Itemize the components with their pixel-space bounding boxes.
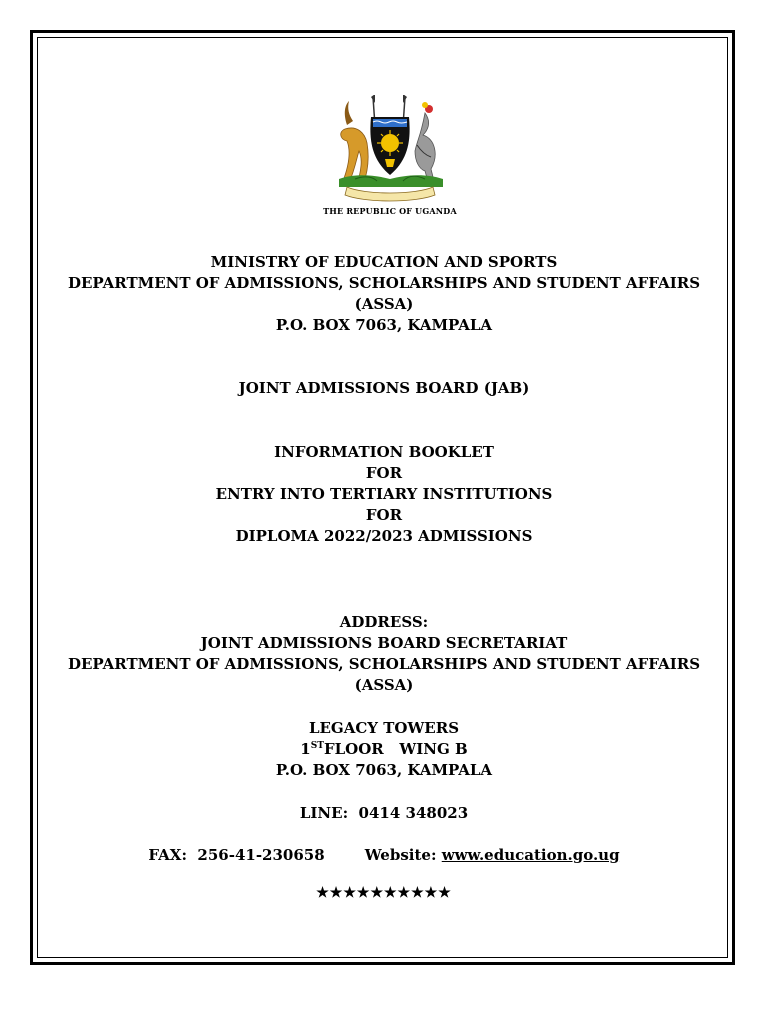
republic-label: THE REPUBLIC OF UGANDA: [323, 206, 457, 216]
booklet-title-block: [40, 442, 728, 547]
floor-suffix: ST: [310, 741, 324, 751]
department-acronym: (ASSA): [354, 295, 414, 313]
booklet-line-3: ENTRY INTO TERTIARY INSTITUTIONS: [215, 485, 553, 503]
floor-wing: FLOOR WING B: [323, 740, 468, 758]
booklet-line-5: DIPLOMA 2022/2023 ADMISSIONS: [235, 527, 533, 545]
crane-figure: [415, 102, 435, 185]
booklet-line-2: FOR: [365, 464, 403, 482]
department-name: DEPARTMENT OF ADMISSIONS, SCHOLARSHIPS AND STUDENT AFFAIRS: [67, 274, 701, 292]
fax-number: FAX: 256-41-230658: [148, 846, 325, 864]
website-link[interactable]: www.education.go.ug: [441, 846, 620, 864]
booklet-line-4: FOR: [365, 506, 403, 524]
shield: [370, 117, 409, 175]
floor-line: [40, 739, 728, 760]
booklet-line-1: INFORMATION BOOKLET: [274, 443, 494, 461]
ministry-po-box: P.O. BOX 7063, KAMPALA: [275, 316, 493, 334]
ministry-header: [40, 252, 728, 336]
address-department: DEPARTMENT OF ADMISSIONS, SCHOLARSHIPS AND STUDENT AFFAIRS: [67, 655, 701, 673]
fax-website-block: [40, 845, 728, 866]
address-heading: ADDRESS:: [339, 613, 429, 631]
ministry-name: MINISTRY OF EDUCATION AND SPORTS: [210, 253, 558, 271]
building-name: LEGACY TOWERS: [308, 719, 460, 737]
uganda-coat-of-arms-emblem: [325, 95, 455, 205]
address-block: [40, 612, 728, 696]
star-divider: [40, 883, 728, 904]
phone-line: LINE: 0414 348023: [299, 804, 469, 822]
secretariat-name: JOINT ADMISSIONS BOARD SECRETARIAT: [200, 634, 568, 652]
website-label: Website:: [364, 846, 437, 864]
board-title: JOINT ADMISSIONS BOARD (JAB): [238, 379, 530, 397]
location-block: [40, 718, 728, 781]
board-title-block: [40, 378, 728, 399]
star-row: ★★★★★★★★★★: [316, 885, 452, 901]
kob-figure: [341, 101, 368, 185]
phone-line-block: [40, 803, 728, 824]
address-acronym: (ASSA): [354, 676, 414, 694]
location-po-box: P.O. BOX 7063, KAMPALA: [275, 761, 493, 779]
floor-number: 1: [300, 740, 311, 758]
